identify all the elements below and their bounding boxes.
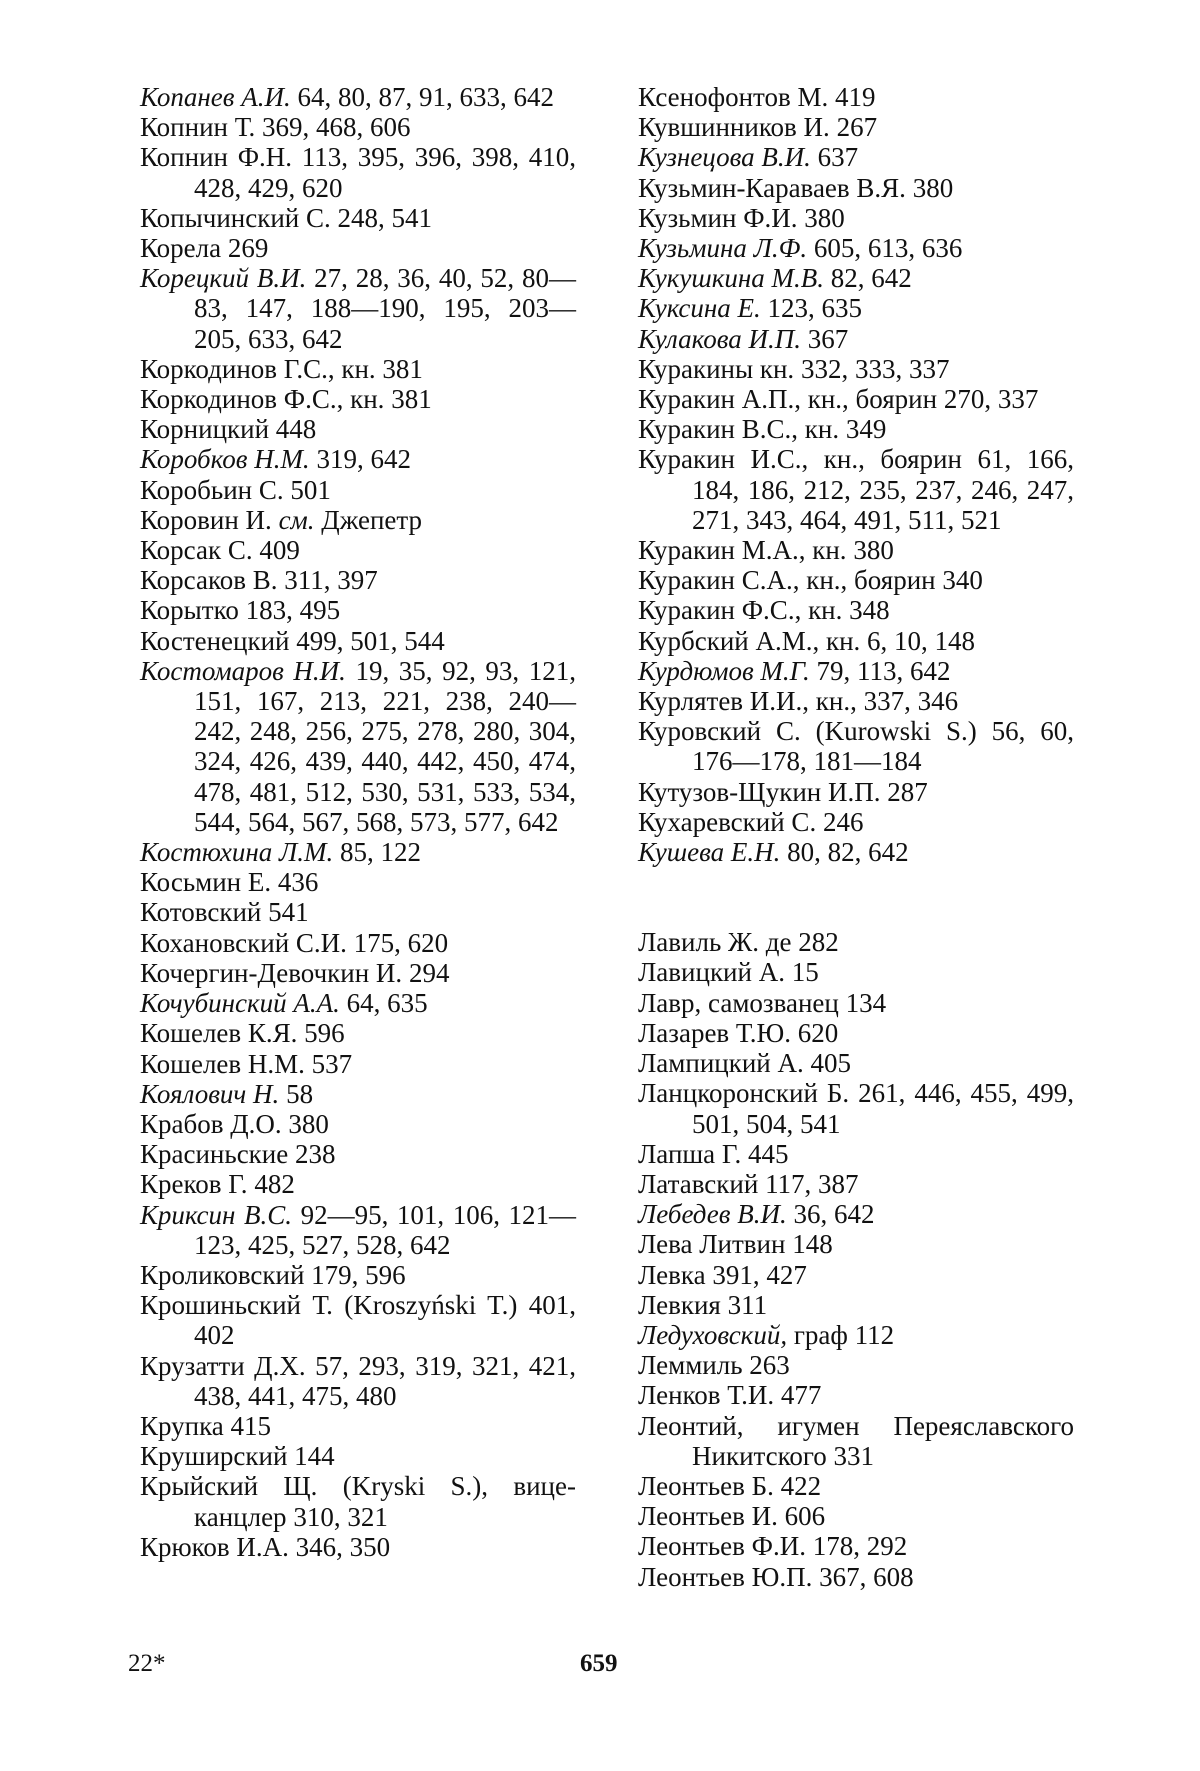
entry-name: Крошиньский Т. (Kroszyński T.)	[140, 1290, 518, 1321]
entry-name: Костюхина Л.М.	[140, 837, 334, 868]
index-entry	[638, 112, 1074, 142]
index-entry	[638, 233, 1074, 263]
entry-name: Кузьмин-Караваев В.Я.	[638, 172, 906, 203]
index-entry	[638, 1018, 1074, 1048]
entry-pages: 319, 642	[316, 444, 411, 475]
entry-name: Крупка	[140, 1410, 224, 1441]
index-entry	[140, 1049, 576, 1079]
entry-name: Левкия	[638, 1289, 721, 1320]
entry-name: Кухаревский С.	[638, 806, 817, 837]
entry-pages: 310, 321	[293, 1501, 388, 1532]
entry-name: Кохановский С.И.	[140, 927, 347, 958]
entry-name: Корсак С.	[140, 535, 253, 566]
entry-name: Леонтьев И.	[638, 1501, 778, 1532]
entry-name: Курдюмов М.Г.	[638, 655, 810, 686]
entry-name: Коровин И.	[140, 504, 272, 535]
index-entry	[638, 324, 1074, 354]
entry-pages: 294	[408, 957, 450, 988]
index-entry	[638, 1078, 1074, 1138]
entry-name: Курлятев И.И., кн.,	[638, 686, 857, 717]
entry-pages: 64, 635	[346, 988, 428, 1019]
index-entry	[638, 1169, 1074, 1199]
index-entry	[638, 263, 1074, 293]
entry-pages: 311, 397	[284, 565, 378, 596]
entry-name: Куракин А.П., кн., боярин	[638, 384, 938, 415]
entry-pages: 179, 596	[311, 1259, 406, 1290]
entry-name: Куракин В.С., кн.	[638, 414, 840, 445]
entry-name: Креков Г.	[140, 1169, 248, 1200]
entry-pages: 123, 635	[767, 293, 862, 324]
entry-pages: 637	[817, 142, 859, 173]
index-entry	[140, 414, 576, 444]
index-entry	[638, 535, 1074, 565]
entry-pages: 134	[845, 987, 887, 1018]
entry-name: Кочубинский А.А.	[140, 988, 340, 1019]
index-entry	[140, 656, 576, 837]
entry-pages: 340	[942, 565, 983, 596]
entry-pages: 501	[290, 474, 331, 505]
entry-name: Лазарев Т.Ю.	[638, 1017, 791, 1048]
entry-pages: 238	[294, 1139, 336, 1170]
index-entry	[140, 82, 576, 112]
entry-name: Куракин М.А., кн.	[638, 535, 847, 566]
entry-pages: 19, 35, 92, 93, 121, 151, 167, 213, 221, 238, 240—242, 248, 256, 275, 278, 280, 304, 324, 426, 439, 440, 442, 450, 474, 478, 481, 512, 530, 531, 533, 534, 544, 564, 567, 568, 573, 577, 642	[194, 655, 577, 837]
index-entry	[638, 777, 1074, 807]
entry-pages: 332, 333, 337	[800, 353, 950, 384]
entry-name: Красиньские	[140, 1139, 289, 1170]
entry-name: Косьмин Е.	[140, 867, 272, 898]
index-entry	[638, 414, 1074, 444]
index-entry	[638, 1260, 1074, 1290]
index-entry	[638, 686, 1074, 716]
entry-see-label: см.	[278, 504, 315, 535]
entry-pages: 537	[311, 1048, 353, 1079]
entry-name: Леонтий, игумен Переяславского Никитского	[638, 1410, 1074, 1471]
index-entry	[638, 82, 1074, 112]
index-entry	[140, 1200, 576, 1260]
page-number: 659	[580, 1650, 618, 1677]
entry-name: Коробьин С.	[140, 474, 284, 505]
entry-pages: 349	[845, 414, 887, 445]
entry-pages: 367	[807, 323, 849, 354]
index-entry	[140, 1532, 576, 1562]
index-entry	[140, 203, 576, 233]
entry-pages: 267	[836, 112, 878, 143]
entry-pages: 380	[804, 202, 845, 233]
index-entry	[140, 595, 576, 625]
entry-name: Леммиль	[638, 1350, 743, 1381]
index-entry	[140, 354, 576, 384]
index-entry	[140, 444, 576, 474]
entry-name: Крыйский Щ. (Kryski S.), вице-канцлер	[140, 1471, 576, 1532]
index-entry	[140, 384, 576, 414]
entry-name: Криксин В.С.	[140, 1199, 292, 1230]
index-entry	[638, 173, 1074, 203]
entry-name: Копнин Т.	[140, 112, 256, 143]
entry-pages: 248, 541	[337, 202, 432, 233]
index-entry	[638, 1048, 1074, 1078]
entry-pages: 85, 122	[340, 837, 421, 868]
index-entry	[140, 1139, 576, 1169]
entry-name: Крабов Д.О.	[140, 1108, 282, 1139]
index-entry	[140, 1018, 576, 1048]
entry-name: Лампицкий А.	[638, 1048, 804, 1079]
entry-pages: 436	[277, 867, 319, 898]
entry-pages: 64, 80, 87, 91, 633, 642	[297, 82, 554, 112]
entry-pages: 606	[784, 1501, 826, 1532]
index-entry	[638, 626, 1074, 656]
index-entry	[638, 837, 1074, 867]
index-entry	[140, 263, 576, 354]
entry-name: Куровский С. (Kurowski S.)	[638, 716, 977, 747]
entry-name: Кукушкина М.В.	[638, 263, 825, 294]
entry-pages: 415	[230, 1410, 272, 1441]
index-entry	[140, 928, 576, 958]
index-entry	[638, 1199, 1074, 1229]
entry-pages: 348	[849, 595, 890, 626]
entry-name: Лавр, самозванец	[638, 987, 839, 1018]
entry-pages: 261, 446, 455, 499, 501, 504, 541	[692, 1078, 1074, 1139]
entry-name: Левка	[638, 1259, 706, 1290]
entry-name: Куракин С.А., кн., боярин	[638, 565, 936, 596]
entry-name: Кушева Е.Н.	[638, 837, 781, 868]
entry-pages: 246	[822, 806, 864, 837]
index-entry	[140, 142, 576, 202]
entry-pages: 56, 60, 176—178, 181—184	[692, 716, 1075, 777]
index-entry	[638, 957, 1074, 987]
entry-pages: 6, 10, 148	[867, 625, 976, 656]
index-entry	[638, 565, 1074, 595]
entry-name: Леонтьев Ф.И.	[638, 1531, 806, 1562]
index-entry	[638, 1531, 1074, 1561]
entry-pages: 337, 346	[863, 686, 959, 717]
entry-pages: 380	[288, 1108, 329, 1139]
index-entry	[638, 716, 1074, 776]
entry-name: Кочергин-Девочкин И.	[140, 957, 403, 988]
index-entry	[140, 565, 576, 595]
entry-pages: 92—95, 101, 106, 121—123, 425, 527, 528, 642	[194, 1199, 577, 1260]
index-entry	[140, 988, 576, 1018]
entry-pages: 113, 395, 396, 398, 410, 428, 429, 620	[194, 142, 577, 203]
entry-name: Ксенофонтов М.	[638, 82, 829, 112]
index-entry	[140, 867, 576, 897]
index-entry	[140, 1411, 576, 1441]
index-entry	[638, 384, 1074, 414]
entry-name: Ледуховский,	[638, 1319, 788, 1350]
entry-pages: 144	[294, 1441, 335, 1472]
entry-pages: 401, 402	[194, 1290, 577, 1351]
entry-pages: 346, 350	[295, 1531, 391, 1562]
entry-pages: 311	[727, 1289, 768, 1320]
entry-pages: 367, 608	[819, 1561, 914, 1592]
index-entry	[140, 1441, 576, 1471]
entry-pages: 15	[791, 957, 819, 988]
entry-name: Куракин Ф.С., кн.	[638, 595, 843, 626]
entry-name: Лавиль Ж. де	[638, 927, 792, 958]
entry-pages: 117, 387	[765, 1168, 859, 1199]
entry-name: Кувшинников И.	[638, 112, 830, 143]
entry-pages: 419	[834, 82, 876, 112]
index-entry	[140, 1109, 576, 1139]
entry-name: Леонтьев Б.	[638, 1470, 774, 1501]
entry-pages: 380	[912, 172, 954, 203]
entry-pages: 183, 495	[245, 595, 341, 626]
entry-name: Копанев А.И.	[140, 82, 291, 112]
entry-name: Лапша Г.	[638, 1138, 742, 1169]
entry-name: Кулакова И.П.	[638, 323, 802, 354]
entry-pages: 381	[382, 353, 423, 384]
index-entry	[638, 988, 1074, 1018]
entry-pages: 596	[304, 1018, 345, 1049]
entry-pages: 148	[792, 1229, 833, 1260]
index-entry	[140, 1351, 576, 1411]
entry-name: Куракин И.С., кн., боярин	[638, 444, 962, 475]
index-column-right	[638, 82, 1074, 1592]
entry-pages: 82, 642	[830, 263, 912, 294]
entry-pages: 269	[227, 233, 269, 264]
entry-pages: 175, 620	[353, 927, 449, 958]
index-entry	[638, 1320, 1074, 1350]
entry-name: Крузатти Д.Х.	[140, 1350, 306, 1381]
entry-name: Латавский	[638, 1168, 759, 1199]
entry-pages: 80, 82, 642	[787, 837, 909, 868]
entry-pages: 287	[887, 776, 928, 807]
entry-name: Лебедев В.И.	[638, 1199, 787, 1230]
index-entry	[140, 1169, 576, 1199]
entry-pages: 381	[391, 384, 432, 415]
entry-pages: 391, 427	[712, 1259, 807, 1290]
entry-pages: 482	[254, 1169, 295, 1200]
entry-name: Кузнецова В.И.	[638, 142, 811, 173]
entry-name: Копычинский С.	[140, 202, 331, 233]
index-entry	[140, 837, 576, 867]
entry-name: Копнин Ф.Н.	[140, 142, 293, 173]
entry-pages: 57, 293, 319, 321, 421, 438, 441, 475, 480	[194, 1350, 577, 1411]
entry-name: Ланцкоронский Б.	[638, 1078, 850, 1109]
entry-name: Кошелев Н.М.	[140, 1048, 305, 1079]
index-entry	[140, 535, 576, 565]
index-entry	[140, 1079, 576, 1109]
entry-pages: 445	[747, 1138, 789, 1169]
entry-name: Костенецкий	[140, 625, 290, 656]
index-entry	[638, 1380, 1074, 1410]
entry-name: Ленков Т.И.	[638, 1380, 775, 1411]
entry-pages: 178, 292	[812, 1531, 908, 1562]
entry-pages: 369, 468, 606	[262, 112, 411, 143]
entry-pages: 605, 613, 636	[813, 233, 963, 264]
entry-suffix: граф	[793, 1319, 848, 1350]
index-entry	[140, 1260, 576, 1290]
index-entry	[638, 656, 1074, 686]
entry-name: Кузьмин Ф.И.	[638, 202, 798, 233]
entry-pages: 263	[749, 1350, 790, 1381]
entry-name: Костомаров Н.И.	[140, 655, 346, 686]
index-entry	[638, 444, 1074, 535]
entry-name: Коробков Н.М.	[140, 444, 310, 475]
entry-name: Корела	[140, 233, 222, 264]
entry-name: Корницкий	[140, 414, 270, 445]
index-entry	[638, 142, 1074, 172]
entry-name: Кутузов-Щукин И.П.	[638, 776, 881, 807]
index-entry	[638, 1411, 1074, 1471]
entry-pages: 331	[833, 1440, 875, 1471]
entry-name: Котовский	[140, 897, 262, 928]
entry-name: Курбский А.М., кн.	[638, 625, 861, 656]
entry-name: Коркодинов Г.С., кн.	[140, 353, 376, 384]
index-entry	[638, 595, 1074, 625]
entry-pages: 620	[797, 1017, 839, 1048]
entry-name: Круширский	[140, 1441, 288, 1472]
entry-name: Кошелев К.Я.	[140, 1018, 298, 1049]
index-entry	[638, 807, 1074, 837]
entry-name: Кроликовский	[140, 1259, 305, 1290]
entry-name: Корытко	[140, 595, 239, 626]
index-column-left	[140, 82, 576, 1562]
index-entry	[140, 475, 576, 505]
entry-name: Куксина Е.	[638, 293, 761, 324]
entry-pages: 477	[780, 1380, 822, 1411]
index-entry	[638, 927, 1074, 957]
index-entry	[638, 1471, 1074, 1501]
index-entry	[638, 354, 1074, 384]
index-entry	[638, 1350, 1074, 1380]
entry-pages: 380	[853, 535, 894, 566]
index-entry	[140, 112, 576, 142]
entry-pages: 448	[275, 414, 317, 445]
index-entry	[638, 1139, 1074, 1169]
entry-name: Лавицкий А.	[638, 957, 785, 988]
index-entry	[638, 1290, 1074, 1320]
entry-name: Кузьмина Л.Ф.	[638, 233, 808, 264]
index-entry	[140, 233, 576, 263]
index-entry	[140, 1290, 576, 1350]
entry-pages: 58	[286, 1078, 314, 1109]
entry-pages: 541	[268, 897, 309, 928]
entry-pages: 112	[854, 1319, 895, 1350]
index-entry	[638, 203, 1074, 233]
index-entry	[140, 958, 576, 988]
entry-pages: 27, 28, 36, 40, 52, 80—83, 147, 188—190, 195, 203—205, 633, 642	[194, 263, 577, 354]
entry-name: Коялович Н.	[140, 1078, 280, 1109]
index-entry	[140, 897, 576, 927]
index-entry	[140, 505, 576, 535]
entry-pages: 422	[780, 1470, 822, 1501]
entry-name: Корецкий В.И.	[140, 263, 307, 294]
index-entry	[140, 1471, 576, 1531]
index-entry	[638, 1501, 1074, 1531]
entry-name: Леонтьев Ю.П.	[638, 1561, 813, 1592]
entry-name: Лева Литвин	[638, 1229, 786, 1260]
entry-see-target: Джепетр	[321, 504, 423, 535]
entry-name: Коркодинов Ф.С., кн.	[140, 384, 385, 415]
index-entry	[140, 626, 576, 656]
index-entry	[638, 1562, 1074, 1592]
entry-pages: 270, 337	[943, 384, 1039, 415]
entry-pages: 409	[259, 535, 300, 566]
entry-pages: 79, 113, 642	[816, 655, 951, 686]
entry-name: Крюков И.А.	[140, 1531, 289, 1562]
entry-pages: 282	[798, 927, 839, 958]
printer-signature-mark: 22*	[128, 1650, 166, 1677]
entry-pages: 499, 501, 544	[296, 625, 445, 656]
entry-name: Корсаков В.	[140, 565, 278, 596]
index-entry	[638, 293, 1074, 323]
entry-name: Куракины кн.	[638, 353, 795, 384]
index-entry	[638, 1229, 1074, 1259]
entry-pages: 36, 642	[793, 1199, 875, 1230]
entry-pages: 405	[810, 1048, 851, 1079]
entry-pages: 61, 166, 184, 186, 212, 235, 237, 246, 247, 271, 343, 464, 491, 511, 521	[692, 444, 1074, 535]
